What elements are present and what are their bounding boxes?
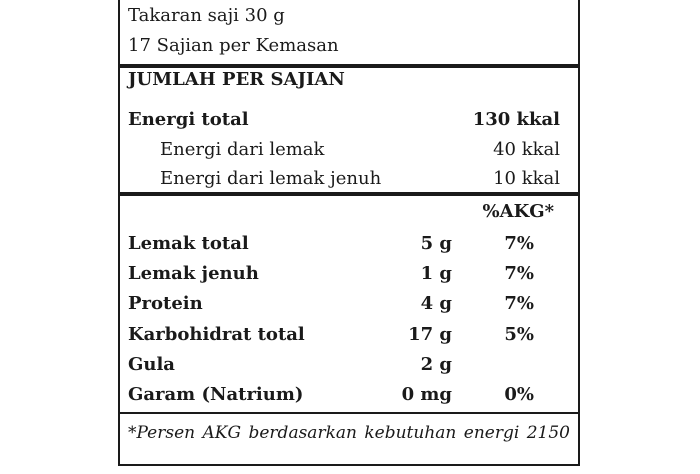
nutrient-row xyxy=(128,351,570,379)
servings-per-pack: 17 Sajian per Kemasan xyxy=(128,35,339,56)
nutrition-facts-label xyxy=(118,0,580,466)
serving-size: Takaran saji 30 g xyxy=(128,5,285,26)
nutrient-row xyxy=(128,290,570,318)
energy-fat-value: 40 kkal xyxy=(493,139,560,160)
energy-sat-fat-row xyxy=(160,165,570,193)
energy-sat-fat-value: 10 kkal xyxy=(493,168,560,189)
akg-header-row xyxy=(128,198,570,226)
energy-total-value: 130 kkal xyxy=(472,109,560,130)
footnote-text: *Persen AKG berdasarkan kebutuhan energi 2150 xyxy=(128,423,570,443)
nutrient-amount: 2 g xyxy=(420,354,452,375)
nutrient-name: Lemak total xyxy=(128,233,249,254)
nutrient-akg: 7% xyxy=(504,293,534,314)
nutrient-name: Protein xyxy=(128,293,203,314)
footnote-section xyxy=(120,414,578,474)
nutrient-name: Gula xyxy=(128,354,175,375)
energy-fat-label: Energi dari lemak xyxy=(160,139,325,160)
nutrients-section xyxy=(120,192,578,414)
serving-section xyxy=(120,0,578,68)
nutrient-amount: 4 g xyxy=(420,293,452,314)
nutrient-name: Garam (Natrium) xyxy=(128,384,304,405)
energy-total-row xyxy=(128,106,570,134)
energy-total-label: Energi total xyxy=(128,109,249,130)
energy-fat-row xyxy=(160,136,570,164)
nutrient-name: Karbohidrat total xyxy=(128,324,305,345)
nutrient-row xyxy=(128,381,570,409)
nutrient-amount: 5 g xyxy=(420,233,452,254)
nutrient-row xyxy=(128,230,570,258)
nutrient-name: Lemak jenuh xyxy=(128,263,259,284)
nutrient-amount: 1 g xyxy=(420,263,452,284)
nutrient-row xyxy=(128,260,570,288)
akg-header: %AKG* xyxy=(482,201,554,222)
amount-heading: JUMLAH PER SAJIAN xyxy=(128,69,345,90)
nutrient-amount: 17 g xyxy=(408,324,452,345)
nutrient-akg: 7% xyxy=(504,233,534,254)
energy-sat-fat-label: Energi dari lemak jenuh xyxy=(160,168,382,189)
amount-per-serving-section xyxy=(120,64,578,196)
nutrient-amount: 0 mg xyxy=(401,384,452,405)
nutrient-akg: 7% xyxy=(504,263,534,284)
nutrient-row xyxy=(128,321,570,349)
nutrient-akg: 0% xyxy=(504,384,534,405)
nutrient-akg: 5% xyxy=(504,324,534,345)
